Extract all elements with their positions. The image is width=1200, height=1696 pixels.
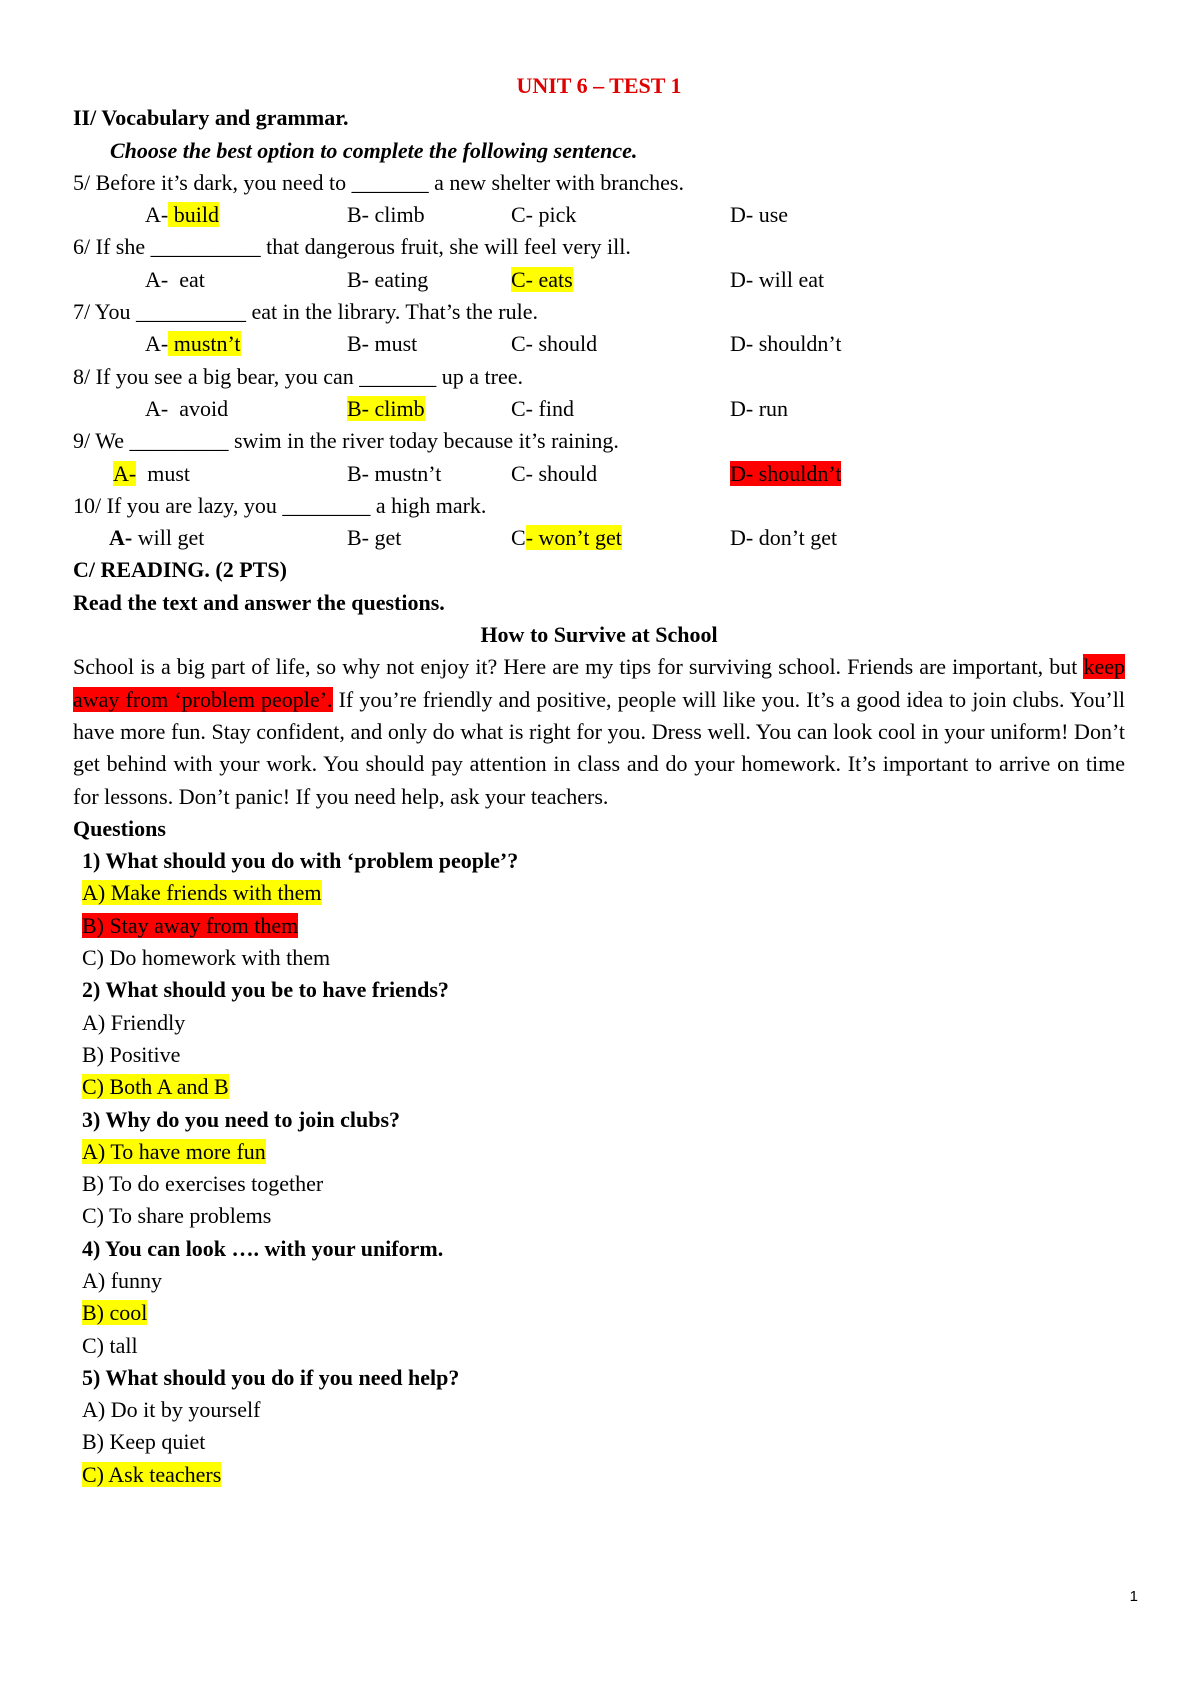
option-text: build bbox=[168, 202, 219, 228]
mcq-question: 5/ Before it’s dark, you need to _______ a new shelter with branches. bbox=[73, 169, 684, 195]
option-text: A- avoid bbox=[145, 395, 229, 421]
mcq-option bbox=[347, 522, 401, 554]
reading-answer bbox=[73, 1168, 1125, 1200]
passage-highlight: keep away from ‘problem people’. bbox=[73, 654, 1125, 712]
passage-text-2: If you’re friendly and positive, people will like you. It’s a good idea to join clubs. You’ll have more fun. Stay confident, and only do what is right for you. Dress well. You can look cool in your uniform! Don’t get behind with your work. You should pay attention in class and do your homework. It’s important to arrive on time for lessons. Don’t panic! If you need help, ask your teachers. bbox=[73, 686, 1125, 809]
reading-answer bbox=[73, 910, 1125, 942]
mcq-options-row bbox=[73, 199, 1125, 231]
answer-text: C) Do homework with them bbox=[82, 945, 331, 971]
instruction-text: Choose the best option to complete the following sentence. bbox=[110, 137, 638, 163]
option-text-rest: must bbox=[136, 460, 191, 486]
questions-heading: Questions bbox=[73, 815, 166, 841]
option-text: C- pick bbox=[511, 202, 577, 228]
option-text: D- shouldn’t bbox=[730, 460, 842, 486]
reading-answer bbox=[73, 1136, 1125, 1168]
mcq-option bbox=[511, 328, 597, 360]
mcq-question: 6/ If she __________ that dangerous fruit, she will feel very ill. bbox=[73, 234, 631, 260]
reading-question: 2) What should you be to have friends? bbox=[82, 977, 449, 1003]
option-text: C- should bbox=[511, 331, 598, 357]
mcq-option bbox=[347, 199, 425, 231]
option-text: A- eat bbox=[145, 266, 205, 292]
option-text: D- don’t get bbox=[730, 525, 838, 551]
answer-text: B) Positive bbox=[82, 1041, 181, 1067]
mcq-list bbox=[73, 167, 1125, 555]
mcq-question: 10/ If you are lazy, you ________ a high mark. bbox=[73, 492, 487, 518]
reading-answer bbox=[73, 1039, 1125, 1071]
reading-answer bbox=[73, 1007, 1125, 1039]
mcq-option bbox=[730, 458, 841, 490]
mcq-option bbox=[730, 522, 837, 554]
reading-question: 5) What should you do if you need help? bbox=[82, 1364, 460, 1390]
reading-answer bbox=[73, 1394, 1125, 1426]
mcq-option bbox=[511, 458, 597, 490]
reading-instruction: Read the text and answer the questions. bbox=[73, 589, 445, 615]
option-text: mustn’t bbox=[168, 331, 241, 357]
mcq-option bbox=[145, 199, 219, 231]
mcq-option bbox=[730, 328, 841, 360]
answer-text: B) Stay away from them bbox=[82, 912, 299, 938]
mcq-option bbox=[347, 458, 441, 490]
document-page bbox=[73, 70, 1125, 1491]
mcq-option bbox=[730, 393, 788, 425]
mcq-option bbox=[347, 393, 425, 425]
question-list bbox=[73, 845, 1125, 1491]
mcq-options-row bbox=[73, 458, 1125, 490]
mcq-question: 8/ If you see a big bear, you can _______ up a tree. bbox=[73, 363, 523, 389]
option-text: B- get bbox=[347, 525, 402, 551]
answer-text: A) funny bbox=[82, 1267, 163, 1293]
reading-answer bbox=[73, 942, 1125, 974]
mcq-option bbox=[511, 393, 574, 425]
mcq-option bbox=[347, 264, 428, 296]
mcq-option bbox=[511, 522, 622, 554]
option-text: A- bbox=[113, 460, 137, 486]
mcq-options-row bbox=[73, 264, 1125, 296]
reading-answer bbox=[73, 1200, 1125, 1232]
answer-text: C) Ask teachers bbox=[82, 1461, 222, 1487]
option-text: will get bbox=[132, 525, 205, 551]
option-text: C- eats bbox=[511, 266, 573, 292]
mcq-option bbox=[511, 199, 576, 231]
option-letter: A- bbox=[145, 331, 169, 357]
mcq-options-row bbox=[73, 328, 1125, 360]
reading-question: 4) You can look …. with your uniform. bbox=[82, 1235, 444, 1261]
option-text: C- find bbox=[511, 395, 574, 421]
answer-text: A) To have more fun bbox=[82, 1138, 266, 1164]
reading-answer bbox=[73, 1265, 1125, 1297]
option-letter: C bbox=[511, 525, 526, 551]
answer-text: B) To do exercises together bbox=[82, 1171, 324, 1197]
reading-answer bbox=[73, 1426, 1125, 1458]
option-text: B- climb bbox=[347, 202, 425, 228]
reading-question: 1) What should you do with ‘problem people’? bbox=[82, 848, 519, 874]
option-text: B- mustn’t bbox=[347, 460, 442, 486]
mcq-option bbox=[145, 328, 241, 360]
option-text: C- should bbox=[511, 460, 598, 486]
option-text: D- run bbox=[730, 395, 789, 421]
answer-text: A) Make friends with them bbox=[82, 880, 322, 906]
section-heading-reading: C/ READING. (2 PTS) bbox=[73, 557, 287, 583]
option-letter: A- bbox=[109, 525, 133, 551]
option-text: - won’t get bbox=[525, 525, 622, 551]
answer-text: C) To share problems bbox=[82, 1203, 272, 1229]
mcq-option bbox=[730, 199, 788, 231]
option-letter: A- bbox=[145, 202, 169, 228]
reading-answer bbox=[73, 1071, 1125, 1103]
option-text: D- use bbox=[730, 202, 789, 228]
answer-text: B) cool bbox=[82, 1300, 148, 1326]
mcq-options-row bbox=[73, 522, 1125, 554]
option-text: D- will eat bbox=[730, 266, 825, 292]
page-number: 1 bbox=[1129, 1588, 1138, 1605]
option-text: B- climb bbox=[347, 395, 425, 421]
mcq-option bbox=[109, 522, 204, 554]
mcq-question: 9/ We _________ swim in the river today because it’s raining. bbox=[73, 428, 619, 454]
reading-question: 3) Why do you need to join clubs? bbox=[82, 1106, 401, 1132]
passage-title: How to Survive at School bbox=[480, 622, 718, 648]
reading-answer bbox=[73, 877, 1125, 909]
mcq-option bbox=[347, 328, 417, 360]
reading-answer bbox=[73, 1459, 1125, 1491]
answer-text: A) Do it by yourself bbox=[82, 1397, 261, 1423]
mcq-question: 7/ You __________ eat in the library. That’s the rule. bbox=[73, 299, 538, 325]
answer-text: A) Friendly bbox=[82, 1009, 186, 1035]
mcq-option bbox=[730, 264, 824, 296]
answer-text: C) tall bbox=[82, 1332, 138, 1358]
mcq-options-row bbox=[73, 393, 1125, 425]
option-text: B- must bbox=[347, 331, 418, 357]
option-text: B- eating bbox=[347, 266, 429, 292]
reading-answer bbox=[73, 1330, 1125, 1362]
option-text: D- shouldn’t bbox=[730, 331, 842, 357]
test-title: UNIT 6 – TEST 1 bbox=[516, 73, 682, 98]
passage-text-1: School is a big part of life, so why not enjoy it? Here are my tips for surviving school. Friends are important, but bbox=[73, 654, 1084, 680]
mcq-option bbox=[145, 393, 228, 425]
section-heading-vocabulary: II/ Vocabulary and grammar. bbox=[73, 105, 349, 131]
mcq-option bbox=[145, 264, 205, 296]
mcq-option bbox=[113, 458, 190, 490]
reading-passage bbox=[73, 651, 1125, 812]
mcq-option bbox=[511, 264, 573, 296]
reading-answer bbox=[73, 1297, 1125, 1329]
answer-text: B) Keep quiet bbox=[82, 1429, 206, 1455]
answer-text: C) Both A and B bbox=[82, 1074, 229, 1100]
